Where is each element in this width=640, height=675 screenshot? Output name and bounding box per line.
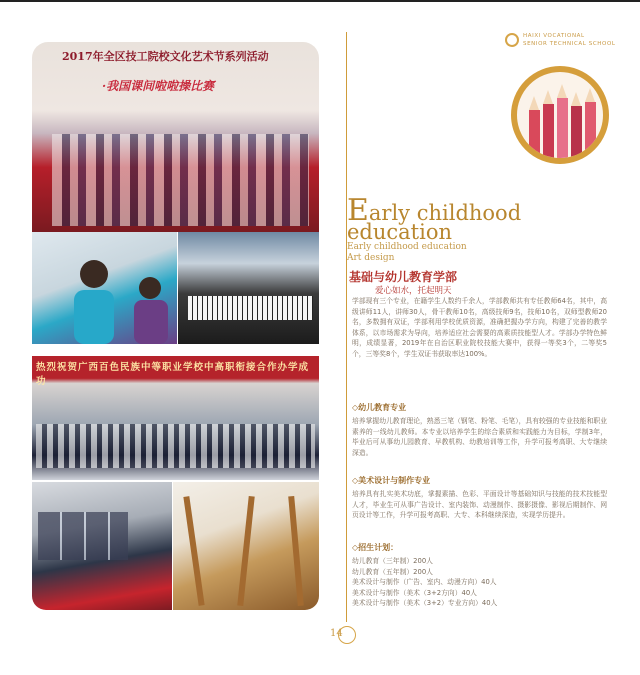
easel-3 [288, 496, 304, 606]
section-body-early-education: 培养掌握幼儿教育理论，熟悉三笔（钢笔、粉笔、毛笔），具有较强的专业技能和职业素养的一线幼儿教师。本专业以培养学生的综合素质和实践能力为目标，学制3年，毕业后可从事幼儿园教育、早教机构、幼教培训等工作，升学可报考高职、大专继续深造。 [352, 417, 607, 457]
intro-paragraph: 学部现有三个专业，在籍学生人数约千余人，学部教师共有专任教师64名，其中，高级讲师11人，讲师30人，骨干教师10名，高级技师9名，技师10名，双师型教师20名，多数拥有双证，学部利用学校优质资源，准确把握办学方向，构建了完善的教学体系，以市场需求为导向，培养适应社会需要的高素质技能型人才。学部办学特色鲜明，成绩显著，2019年在自治区职业院校技能大赛中，获得一等奖3个，二等奖5个，三等奖8个，学生双证书获取率达100%。 [352, 297, 607, 358]
enroll-item: 美术设计与制作（美术（3+2方向）40人 [352, 588, 477, 597]
monitors [38, 512, 128, 560]
enroll-item: 幼儿教育（三年制）200人 [352, 557, 433, 565]
school-logo-icon [505, 33, 519, 47]
title-rest: arly childhood [368, 201, 522, 225]
enroll-item: 美术设计与制作（广告、室内、动漫方向）40人 [352, 578, 497, 587]
dance-class-photo [32, 232, 177, 344]
page-number: 14 [330, 628, 343, 639]
pencil-icon [585, 88, 596, 158]
piano-keys [188, 296, 313, 320]
teacher-figure [32, 232, 177, 344]
enroll-item: 美术设计与制作（美术（3+2）专业方向）40人 [352, 599, 498, 608]
pencil-icon [543, 90, 554, 160]
cheerleading-photo [32, 42, 319, 232]
computer-lab-photo [32, 482, 172, 610]
department-slogan: 爱心如水，托起明天 [375, 286, 452, 296]
easel-2 [237, 496, 254, 606]
students-rows [36, 424, 315, 468]
enroll-title: ◇招生计划： [352, 543, 399, 552]
heading-subtitle-1: Early childhood education [347, 242, 467, 252]
section-title-early-education: ◇幼儿教育专业 [352, 403, 407, 412]
section-body-art-design: 培养具有扎实美术功底，掌握素描、色彩、平面设计等基础知识与技能的技术技能型人才，毕业生可从事广告设计、室内装饰、动漫制作、摄影摄像、影视后期制作、网页设计等工作，升学可报考高职、大专、本科继续深造，实现学历提升。 [352, 490, 607, 520]
gold-divider [346, 32, 347, 622]
enroll-list [352, 556, 602, 609]
easel-1 [183, 496, 204, 606]
cheerleaders [52, 134, 309, 226]
pencils-circle-image [511, 66, 609, 164]
banner-text-2: ·我国课间啦啦操比赛 [102, 79, 215, 93]
heading-subtitle-2: Art design [347, 253, 395, 263]
logo-line-1: HAIXI VOCATIONAL [523, 33, 585, 39]
section-title-art-design: ◇美术设计与制作专业 [352, 476, 431, 485]
title-initial: E [347, 193, 369, 228]
heading-title-line2: education [347, 220, 452, 244]
top-border [0, 0, 640, 2]
logo-line-2: SENIOR TECHNICAL SCHOOL [523, 41, 616, 47]
ceremony-group-photo [32, 356, 319, 480]
pencil-icon [571, 92, 582, 162]
enroll-item: 幼儿教育（五年制）200人 [352, 567, 433, 576]
ceremony-banner: 热烈祝贺广西百色民族中等职业学校中高职衔接合作办学成功 [36, 362, 310, 387]
pencil-icon [529, 96, 540, 164]
art-class-photo [173, 482, 319, 610]
banner-text-1: 2017年全区技工院校文化艺术节系列活动 [62, 50, 269, 63]
department-title: 基础与幼儿教育学部 [349, 270, 458, 284]
pencil-icon [557, 84, 568, 154]
piano-class-photo [178, 232, 319, 344]
